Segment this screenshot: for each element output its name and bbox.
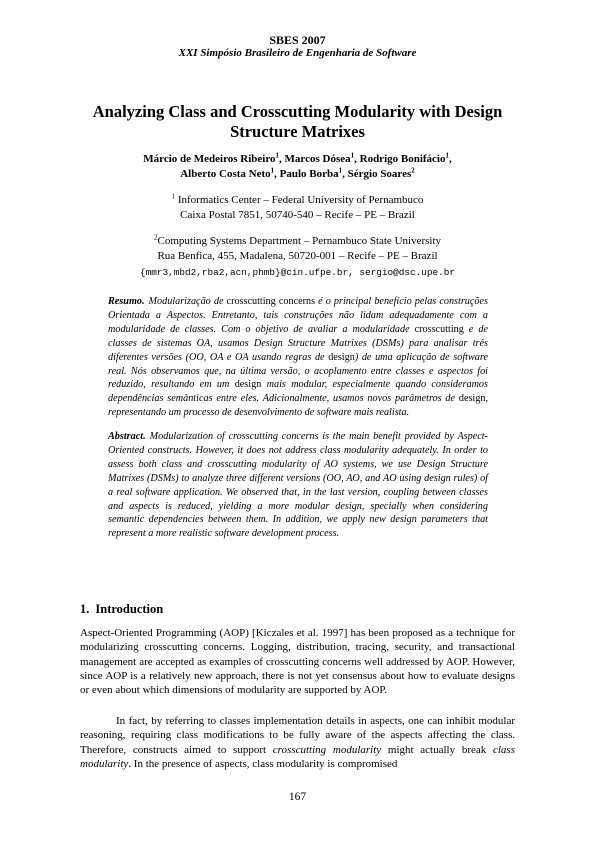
author-separator: , (449, 153, 452, 165)
resumo-segment: ) de uma aplicação de software real. Nós observamos que, na última versão, o acoplamento entre classes e aspectos foi reduzido, resultando em um (108, 351, 488, 391)
author-name: Marcos Dósea (284, 153, 351, 165)
author-name: Sérgio Soares (347, 168, 412, 180)
author-affiliation-mark: 1 (338, 166, 343, 175)
author-affiliation-mark: 1 (270, 166, 275, 175)
affiliation-name: Informatics Center – Federal University of Pernambuco (175, 194, 424, 206)
affiliation-mark: 2 (153, 233, 158, 242)
paragraph-segment: In fact, by referring to classes implementation details in aspects, one can inhibit modular reasoning, requiring class modifications to be fully aware of the aspects affecting the class. Therefore, constructs aimed to support (80, 715, 515, 756)
affiliation-2-line-1 (80, 234, 515, 249)
affiliation-name: Computing Systems Department – Pernambuco State University (157, 235, 442, 247)
author-list (80, 152, 515, 182)
resumo-segment: design (234, 379, 262, 391)
author-separator: , (279, 153, 285, 165)
author-affiliation-mark: 2 (411, 166, 415, 175)
resumo-text (108, 296, 488, 418)
paragraph-segment: class modularity (80, 743, 515, 770)
resumo-label: Resumo. (108, 296, 145, 307)
symposium-subheader: XXI Simpósio Brasileiro de Engenharia de Software (178, 47, 417, 59)
author-emails: {mmr3,mbd2,rba2,acn,phmb}@cin.ufpe.br, sergio@dsc.upe.br (139, 267, 456, 278)
author-line-2 (80, 167, 515, 182)
paragraph-segment: . In the presence of aspects, class modularity is compromised (128, 757, 398, 770)
author-affiliation-mark: 1 (350, 151, 355, 160)
resumo-block (108, 295, 488, 420)
affiliation-2 (80, 234, 515, 263)
resumo-segment: Modularização de (148, 296, 227, 307)
author-separator: , (342, 168, 348, 180)
author-affiliation-mark: 1 (275, 151, 280, 160)
paragraph-segment: might actually break (381, 743, 493, 756)
intro-paragraph-1: Aspect-Oriented Programming (AOP) [Kiczales et al. 1997] has been proposed as a technique for modularizing crosscutting concerns. Logging, distribution, tracing, security, and transactional management are accepted as examples of crosscutting concerns well addressed by AOP. However, since AOP is a relatively new approach, there is not yet consensus about how to evaluate designs or even about which dimensions of modularity are supported by AOP. (80, 627, 515, 697)
author-separator: , (274, 168, 280, 180)
affiliation-1 (80, 193, 515, 222)
author-name: Alberto Costa Neto (180, 168, 271, 180)
resumo-segment: e de classes de sistemas OA, usamos Design Structure Matrixes (DSMs) para analisar três diferentes versões (OO, OA e OA usando regras de (108, 323, 488, 363)
page-number: 167 (288, 791, 307, 803)
resumo-segment: design (328, 351, 355, 363)
section-title: Introduction (95, 602, 164, 616)
author-affiliation-mark: 1 (445, 151, 449, 160)
affiliation-2-address: Rua Benfica, 455, Madalena, 50720-001 – Recife – PE – Brazil (157, 249, 438, 262)
affiliation-1-address: Caixa Postal 7851, 50740-540 – Recife – PE – Brazil (180, 208, 415, 221)
resumo-segment: crosscutting concerns (226, 296, 316, 307)
affiliation-mark: 1 (171, 192, 176, 201)
section-heading (80, 602, 163, 617)
author-line-1 (80, 152, 515, 167)
conference-header: SBES 2007 (269, 33, 326, 47)
abstract-label: Abstract. (108, 431, 146, 442)
paragraph-segment: crosscutting modularity (272, 743, 382, 756)
author-name: Paulo Borba (279, 168, 339, 180)
intro-paragraph-2 (80, 714, 515, 771)
paper-title: Analyzing Class and Crosscutting Modularity with Design Structure Matrixes (92, 102, 503, 141)
resumo-segment: , representando um processo de desenvolvimento de software mais realista. (108, 393, 488, 419)
affiliation-1-line-1 (80, 193, 515, 208)
author-separator: , (354, 153, 360, 165)
resumo-segment: design (458, 393, 486, 405)
abstract-text: Modularization of crosscutting concerns is the main benefit provided by Aspect-Oriented constructs. However, it does not address class modularity adequately. In order to assess both class and crosscutting modularity of AO systems, we use Design Structure Matrixes (DSMs) to analyze three different versions (OO, AO, and AO using design rules) of a real software application. We observed that, in the last version, coupling between classes and aspects is reduced, yielding a more modular design, specially when considering semantic dependencies between them. In addition, we apply new design parameters that represent a more realistic software development process. (108, 431, 488, 540)
abstract-block (108, 430, 488, 541)
resumo-segment: crosscutting (414, 323, 464, 335)
resumo-segment: mais modular, especialmente quando consideramos dependências semânticas entre eles. Adicionalmente, usamos novos parâmetros de (108, 379, 488, 405)
resumo-segment: é o principal benefício pelas construções Orientada a Aspectos. Entretanto, tais construções não lidam adequadamente com a modularidade de classes. Com o objetivo de avaliar a modularidade (108, 296, 488, 335)
section-number: 1. (80, 602, 90, 616)
author-name: Rodrigo Bonifácio (359, 153, 446, 165)
author-name: Márcio de Medeiros Ribeiro (143, 153, 276, 165)
